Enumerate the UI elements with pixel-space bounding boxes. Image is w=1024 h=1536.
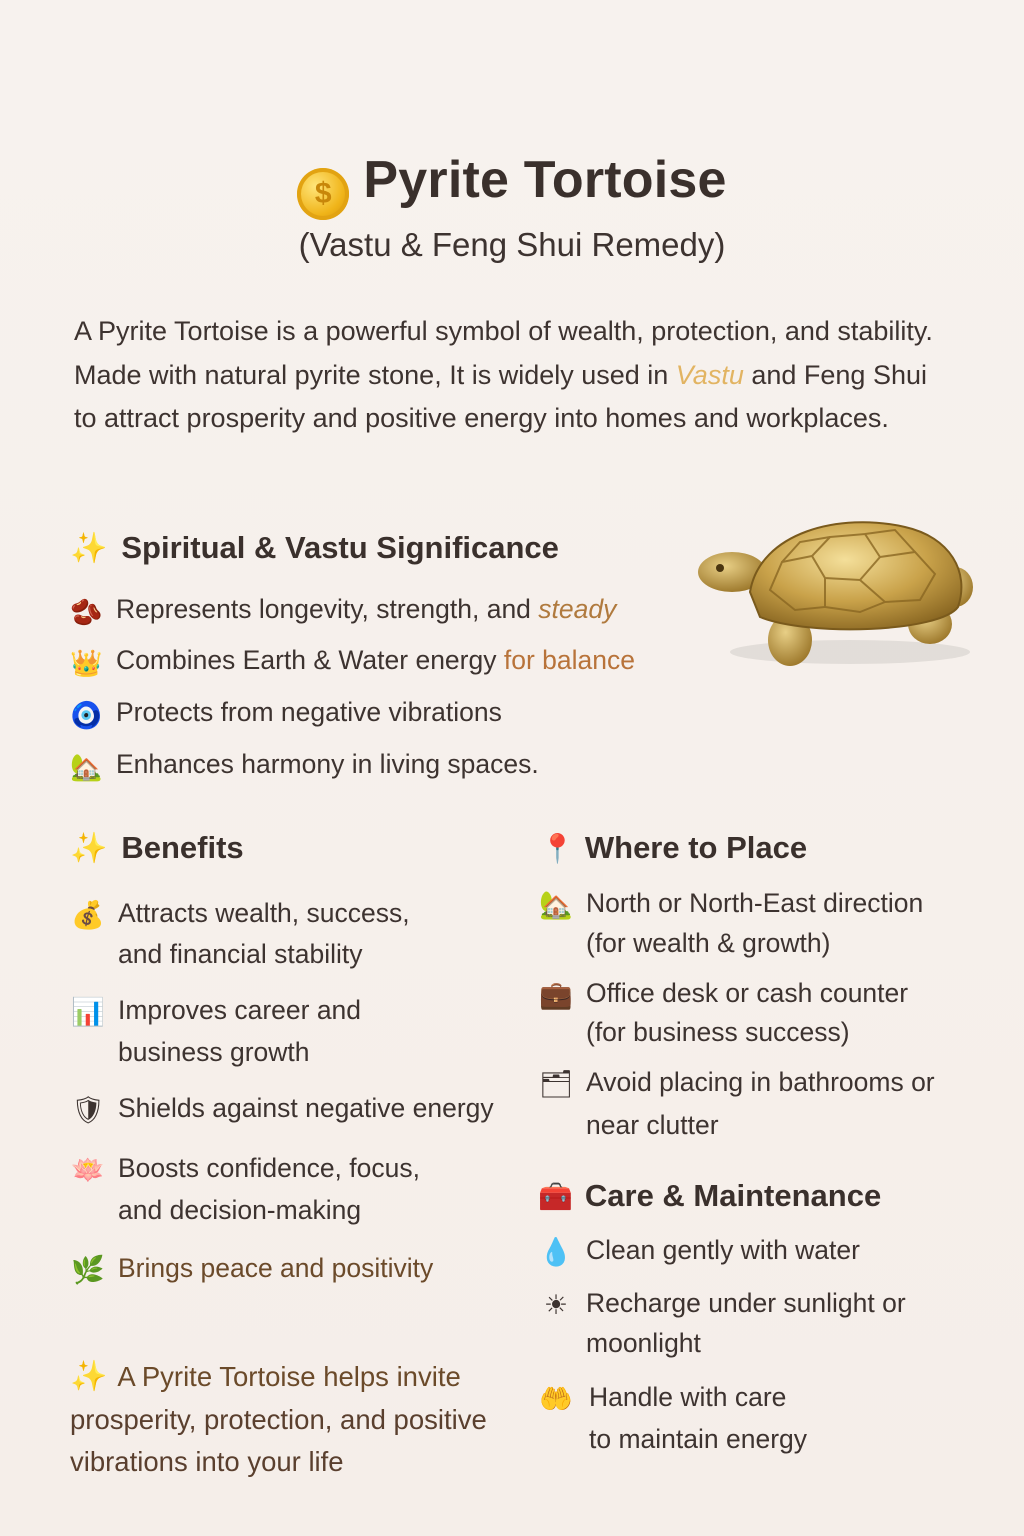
placement-line: (for wealth & growth) <box>586 928 831 958</box>
significance-item-text: Combines Earth & Water energy <box>116 645 504 675</box>
significance-item-accent: for balance <box>503 645 635 675</box>
benefit-line: business growth <box>118 1037 310 1067</box>
significance-heading <box>70 530 559 566</box>
significance-item <box>70 594 616 628</box>
significance-item-text: Represents longevity, strength, and <box>116 594 539 624</box>
lotus-icon: 🪷 <box>71 1155 105 1185</box>
droplet-icon: 💧 <box>539 1237 573 1267</box>
significance-item-accent: steady <box>538 594 617 624</box>
pin-icon: 📍 <box>540 833 575 864</box>
intro-highlight: Vastu <box>675 359 744 390</box>
closing-lead: A Pyrite Tortoise helps invite <box>117 1361 461 1392</box>
house-icon: 🏡 <box>539 890 573 920</box>
closing-statement <box>70 1356 540 1484</box>
house-icon: 🏡 <box>70 752 103 782</box>
sparkles-icon: ✨ <box>70 832 108 865</box>
pyrite-tortoise-image <box>690 512 980 672</box>
care-line: Clean gently with water <box>586 1235 860 1265</box>
intro-text-start: A Pyrite Tortoise is a powerful symbol of wealth, protection, and stability. Made with natural pyrite stone, It is widely used in <box>74 316 933 390</box>
leaf-seed-icon: 🫘 <box>70 597 103 627</box>
benefits-heading-text: Benefits <box>121 830 244 865</box>
herb-icon: 🌿 <box>71 1255 105 1285</box>
briefcase-icon: 💼 <box>539 980 573 1010</box>
significance-item-text: Protects from negative vibrations <box>116 697 502 727</box>
placement-line: Office desk or cash counter <box>586 978 909 1008</box>
toolbox-icon: 🧰 <box>538 1181 573 1212</box>
sparkles-icon: ✨ <box>70 1360 108 1393</box>
benefit-line: Brings peace and positivity <box>118 1253 434 1283</box>
significance-heading-text: Spiritual & Vastu Significance <box>121 530 559 565</box>
significance-item-text: Enhances harmony in living spaces. <box>116 749 539 779</box>
palms-up-icon: 🤲 <box>539 1384 573 1414</box>
care-line: Recharge under sunlight or <box>586 1288 906 1318</box>
coin-icon: $ <box>297 168 349 220</box>
money-bag-icon: 💰 <box>71 900 105 930</box>
benefit-line: and decision-making <box>118 1195 362 1225</box>
closing-rest: prosperity, protection, and positive vibrations into your life <box>70 1403 487 1477</box>
intro-text-end: and Feng Shui to attract prosperity and positive energy into homes and workplaces. <box>74 359 927 433</box>
care-line: moonlight <box>586 1328 701 1358</box>
placement-line: (for business success) <box>586 1017 850 1047</box>
benefit-line: Boosts confidence, focus, <box>118 1153 420 1183</box>
sun-icon: ☀ <box>543 1290 569 1320</box>
intro-paragraph <box>74 310 954 441</box>
crown-icon: 👑 <box>70 648 103 678</box>
significance-item <box>70 645 635 679</box>
benefit-line: Attracts wealth, success, <box>118 898 410 928</box>
care-line: to maintain energy <box>589 1424 808 1454</box>
page-subtitle: (Vastu & Feng Shui Remedy) <box>298 226 726 263</box>
significance-item <box>70 697 502 731</box>
placement-heading-text: Where to Place <box>584 830 808 865</box>
significance-item <box>70 749 539 783</box>
care-heading-text: Care & Maintenance <box>584 1178 882 1213</box>
care-line: Handle with care <box>589 1382 787 1412</box>
chart-increasing-icon: 📊 <box>71 997 105 1027</box>
benefit-line: Shields against negative energy <box>118 1093 494 1123</box>
placement-line: Avoid placing in bathrooms or <box>586 1067 935 1097</box>
benefit-line: and financial stability <box>118 939 363 969</box>
care-heading <box>538 1178 881 1214</box>
sparkles-icon: ✨ <box>70 532 108 565</box>
placement-line: near clutter <box>586 1110 719 1140</box>
placement-heading <box>540 830 807 866</box>
evil-eye-icon: 🧿 <box>70 700 103 730</box>
benefits-heading <box>70 830 244 866</box>
placement-line: North or North-East direction <box>586 888 924 918</box>
title-text: Pyrite Tortoise <box>363 151 727 209</box>
benefit-line: Improves career and <box>118 995 362 1025</box>
page-title <box>0 150 1024 220</box>
shield-icon: 🛡 <box>70 1095 106 1125</box>
card-index-icon: 🗂 <box>538 1069 574 1099</box>
